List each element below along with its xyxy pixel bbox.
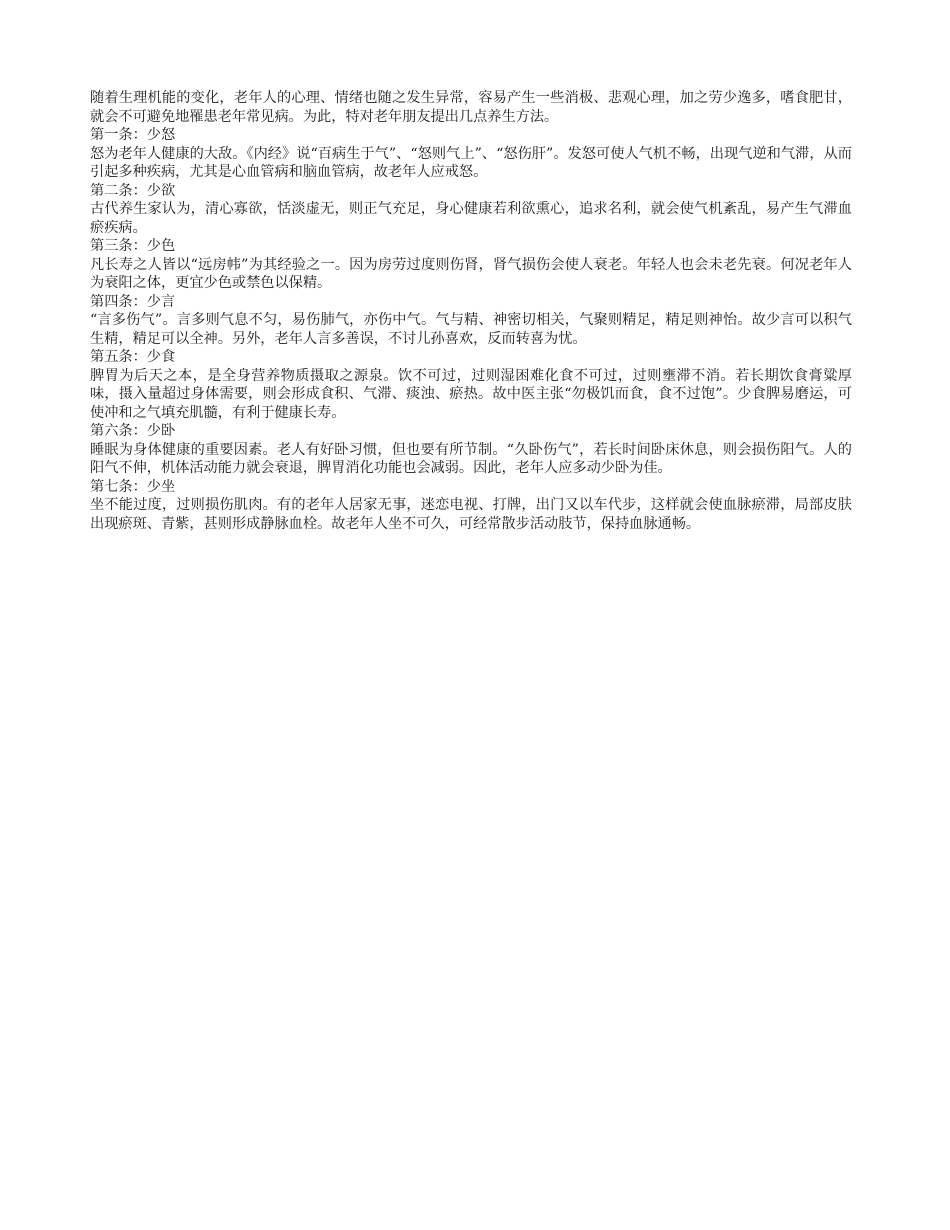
section-body-5: 脾胃为后天之本，是全身营养物质摄取之源泉。饮不可过，过则湿困难化食不可过，过则壅滞不消。若长期饮食膏粱厚味，摄入量超过身体需要，则会形成食积、气滞、痰浊、瘀热。故中医主张“勿极饥而食，食不过饱”。少食脾易磨运，可使冲和之气填充肌髓，有利于健康长寿。 — [90, 367, 852, 421]
section-body-1: 怒为老年人健康的大敌。《内经》说“百病生于气”、“怒则气上”、“怒伤肝”。发怒可使人气机不畅，出现气逆和气滞，从而引起多种疾病，尤其是心血管病和脑血管病，故老年人应戒怒。 — [90, 145, 852, 180]
section-heading-4: 第四条：少言 — [90, 293, 176, 310]
section-body-6: 睡眠为身体健康的重要因素。老人有好卧习惯，但也要有所节制。“久卧伤气”，若长时间卧床休息，则会损伤阳气。人的阳气不伸，机体活动能力就会衰退，脾胃消化功能也会减弱。因此，老年人应多动少卧为佳。 — [90, 441, 852, 476]
section-heading-1: 第一条：少怒 — [90, 127, 176, 143]
section-heading-7: 第七条：少坐 — [90, 478, 176, 495]
section-body-4: “言多伤气”。言多则气息不匀，易伤肺气，亦伤中气。气与精、神密切相关，气聚则精足，精足则神怡。故少言可以积气生精，精足可以全神。另外，老年人言多善误，不讨儿孙喜欢，反而转喜为忧。 — [90, 312, 852, 347]
intro-paragraph: 随着生理机能的变化，老年人的心理、情绪也随之发生异常，容易产生一些消极、悲观心理，加之劳少逸多，嗜食肥甘，就会不可避免地罹患老年常见病。为此，特对老年朋友提出几点养生方法。 — [90, 90, 852, 125]
section-heading-3: 第三条：少色 — [90, 238, 176, 254]
section-body-7: 坐不能过度，过则损伤肌肉。有的老年人居家无事，迷恋电视、打牌，出门又以车代步，这样就会使血脉瘀滞，局部皮肤出现瘀斑、青紫，甚则形成静脉血栓。故老年人坐不可久，可经常散步活动肢节，保持血脉通畅。 — [90, 497, 852, 532]
document-page — [90, 89, 852, 533]
section-heading-5: 第五条：少食 — [90, 349, 176, 365]
section-heading-6: 第六条：少卧 — [90, 423, 176, 439]
section-body-2: 古代养生家认为，清心寡欲，恬淡虚无，则正气充足，身心健康若利欲熏心，追求名利，就会使气机紊乱，易产生气滞血瘀疾病。 — [90, 201, 852, 236]
section-body-3: 凡长寿之人皆以“远房帏”为其经验之一。因为房劳过度则伤肾，肾气损伤会使人衰老。年轻人也会未老先衰。何况老年人为衰阳之体，更宜少色或禁色以保精。 — [90, 256, 852, 291]
section-heading-2: 第二条：少欲 — [90, 182, 176, 199]
